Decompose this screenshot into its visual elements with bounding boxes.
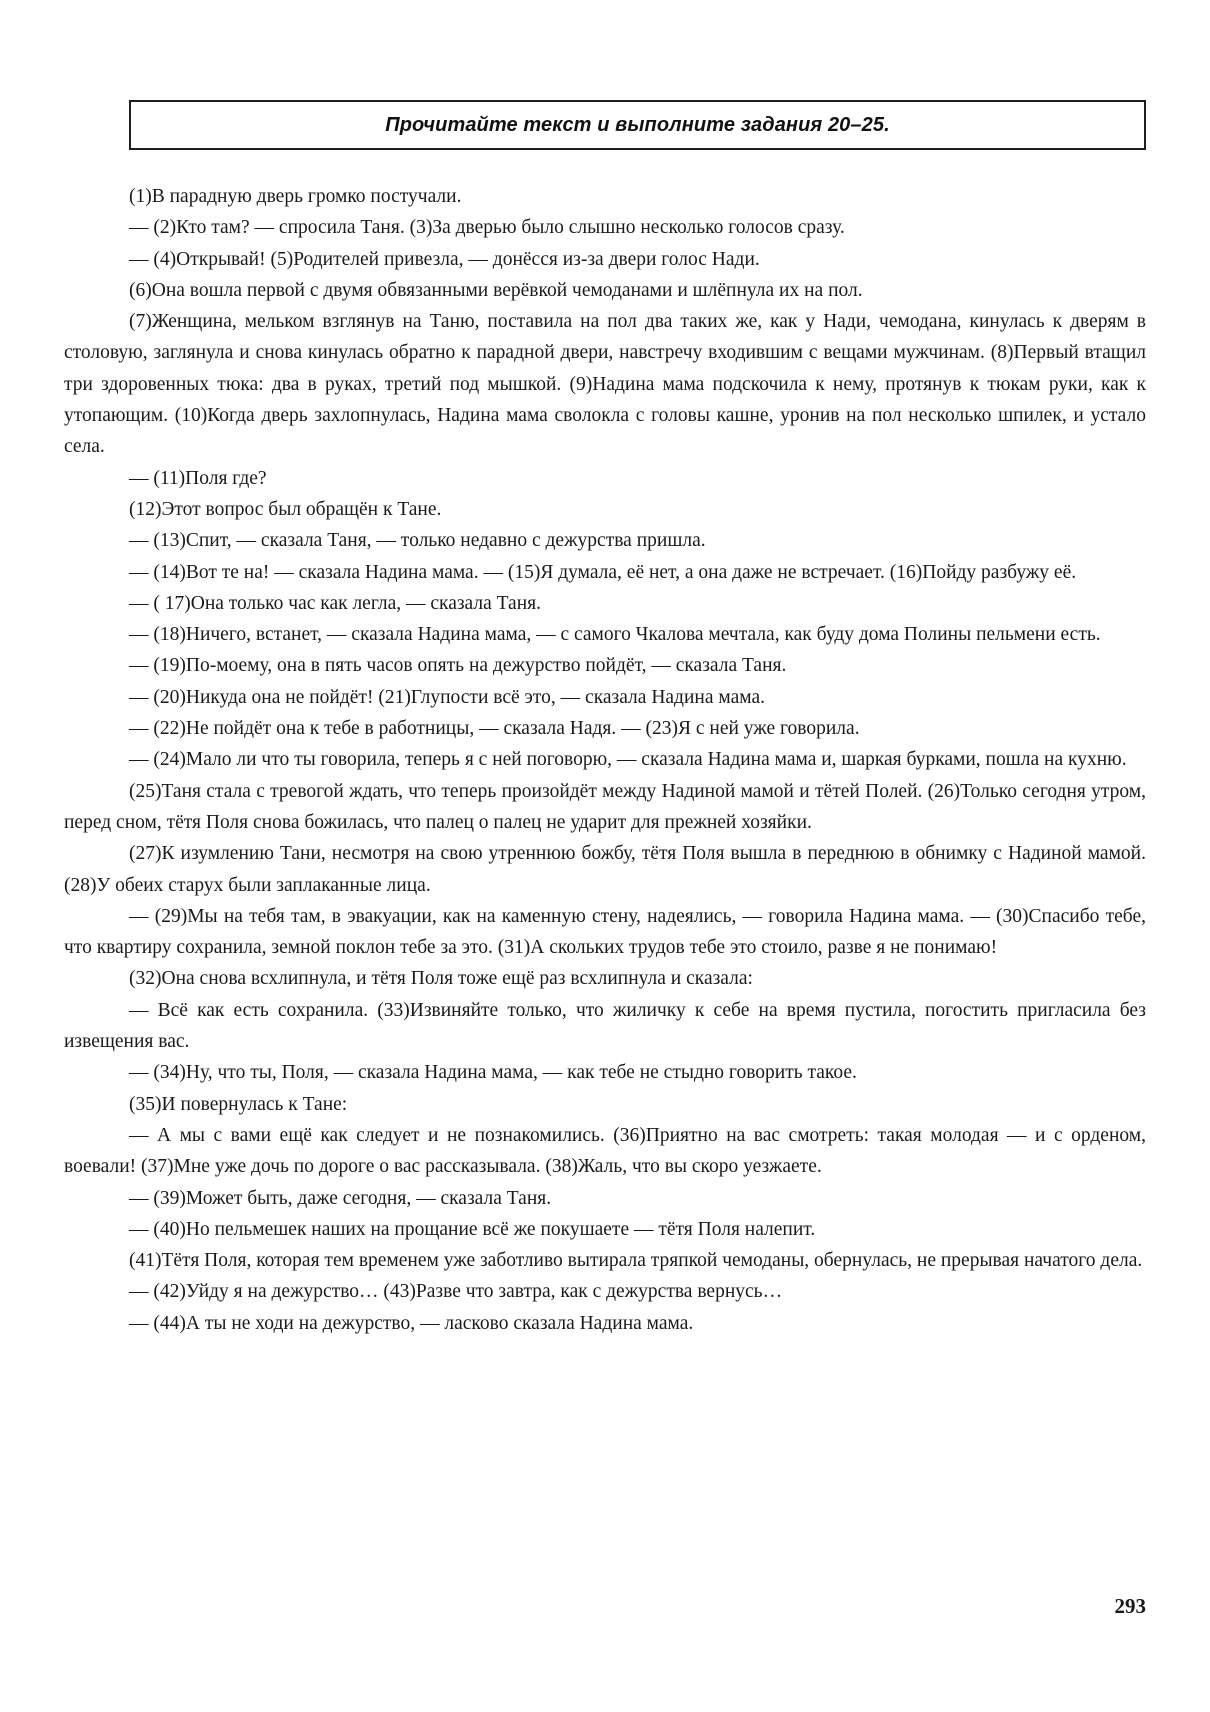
paragraph: (35)И повернулась к Тане:	[129, 1093, 348, 1115]
paragraph: — (11)Поля где?	[129, 467, 267, 489]
paragraph: (27)К изумлению Тани, несмотря на свою утреннюю божбу, тётя Поля вышла в переднюю в обнимку с Надиной мамой. (28)У обеих старух были заплаканные лица.	[64, 843, 1146, 896]
paragraph: (12)Этот вопрос был обращён к Тане.	[129, 498, 442, 520]
paragraph: (7)Женщина, мельком взглянув на Таню, поставила на пол два таких же, как у Нади, чемодана, кинулась к дверям в столовую, заглянула и снова кинулась обратно к парадной двери, навстречу входившим с вещами мужчинам. (8)Первый втащил три здоровенных тюка: два в руках, третий под мышкой. (9)Надина мама подскочила к нему, протянув к тюкам руки, как к утопающим. (10)Когда дверь захлопнулась, Надина мама сволокла с головы кашне, уронив на пол несколько шпилек, и устало села.	[64, 311, 1146, 458]
story-text	[64, 181, 1146, 1339]
paragraph: — (4)Открывай! (5)Родителей привезла, — донёсся из-за двери голос Нади.	[129, 248, 760, 270]
paragraph: — (13)Спит, — сказала Таня, — только недавно с дежурства пришла.	[129, 530, 706, 552]
paragraph: — (2)Кто там? — спросила Таня. (3)За дверью было слышно несколько голосов сразу.	[129, 217, 845, 239]
paragraph: (41)Тётя Поля, которая тем временем уже заботливо вытирала тряпкой чемоданы, обернулась, не прерывая начатого дела.	[129, 1250, 1143, 1272]
page-number: 293	[1114, 1594, 1146, 1618]
paragraph: (6)Она вошла первой с двумя обвязанными верёвкой чемоданами и шлёпнула их на пол.	[129, 279, 863, 301]
paragraph: — (14)Вот те на! — сказала Надина мама. — (15)Я думала, её нет, а она даже не встречает. (16)Пойду разбужу её.	[129, 561, 1077, 583]
task-instruction-box	[129, 100, 1146, 150]
paragraph: — А мы с вами ещё как следует и не познакомились. (36)Приятно на вас смотреть: такая молодая — и с орденом, воевали! (37)Мне уже дочь по дороге о вас рассказывала. (38)Жаль, что вы скоро уезжаете.	[64, 1124, 1146, 1178]
paragraph: (25)Таня стала с тревогой ждать, что теперь произойдёт между Надиной мамой и тётей Полей. (26)Только сегодня утром, перед сном, тётя Поля снова божилась, что палец о палец не ударит для прежней хозяйки.	[64, 780, 1146, 833]
paragraph: — (24)Мало ли что ты говорила, теперь я с ней поговорю, — сказала Надина мама и, шаркая бурками, пошла на кухню.	[129, 749, 1127, 771]
paragraph: (1)В парадную дверь громко постучали.	[129, 186, 462, 207]
paragraph: — (20)Никуда она не пойдёт! (21)Глупости всё это, — сказала Надина мама.	[129, 686, 765, 708]
paragraph: — (44)А ты не ходи на дежурство, — ласково сказала Надина мама.	[129, 1312, 694, 1334]
paragraph: — (18)Ничего, встанет, — сказала Надина мама, — с самого Чкалова мечтала, как буду дома Полины пельмени есть.	[129, 624, 1101, 646]
paragraph: — (34)Ну, что ты, Поля, — сказала Надина мама, — как тебе не стыдно говорить такое.	[129, 1062, 857, 1084]
paragraph: — (22)Не пойдёт она к тебе в работницы, — сказала Надя. — (23)Я с ней уже говорила.	[129, 718, 860, 740]
paragraph: — (29)Мы на тебя там, в эвакуации, как на каменную стену, надеялись, — говорила Надина мама. — (30)Спасибо тебе, что квартиру сохранила, земной поклон тебе за это. (31)А скольких трудов тебе это стоило, разве я не понимаю!	[64, 905, 1146, 959]
paragraph: — (40)Но пельмешек наших на прощание всё же покушаете — тётя Поля налепит.	[129, 1218, 816, 1240]
paragraph: — (39)Может быть, даже сегодня, — сказала Таня.	[129, 1187, 552, 1209]
paragraph: — (42)Уйду я на дежурство… (43)Разве что завтра, как с дежурства вернусь…	[129, 1281, 783, 1303]
paragraph: — Всё как есть сохранила. (33)Извиняйте только, что жиличку к себе на время пустила, погостить пригласила без извещения вас.	[64, 999, 1146, 1053]
paragraph: (32)Она снова всхлипнула, и тётя Поля тоже ещё раз всхлипнула и сказала:	[129, 968, 753, 990]
task-instruction: Прочитайте текст и выполните задания 20–25.	[385, 113, 890, 136]
paragraph: — ( 17)Она только час как легла, — сказала Таня.	[129, 592, 541, 614]
paragraph: — (19)По-моему, она в пять часов опять на дежурство пойдёт, — сказала Таня.	[129, 655, 787, 677]
